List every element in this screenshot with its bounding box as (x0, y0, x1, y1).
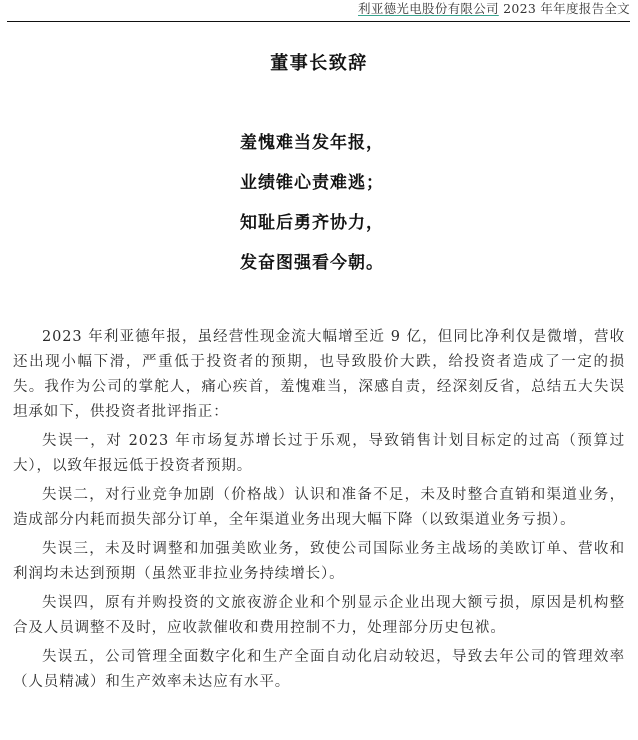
mistake-paragraph-2: 失误二，对行业竞争加剧（价格战）认识和准备不足，未及时整合直销和渠道业务，造成部分内耗而损失部分订单，全年渠道业务出现大幅下降（以致渠道业务亏损）。 (13, 487, 625, 528)
mistake-paragraph-3: 失误三，未及时调整和加强美欧业务，致使公司国际业务主战场的美欧订单、营收和利润均未达到预期（虽然亚非拉业务持续增长）。 (13, 541, 625, 582)
poem-line: 羞愧难当发年报， (240, 133, 384, 153)
intro-paragraph: 2023 年利亚德年报，虽经营性现金流大幅增至近 9 亿，但同比净利仅是微增，营收还出现小幅下滑，严重低于投资者的预期，也导致股价大跌，给投资者造成了一定的损失。我作为公司的掌舵人，痛心疾首，羞愧难当，深感自责，经深刻反省，总结五大失误坦承如下，供投资者批评指正： (13, 329, 625, 420)
mistake-paragraph-1: 失误一，对 2023 年市场复苏增长过于乐观，导致销售计划目标定的过高（预算过大），以致年报远低于投资者预期。 (13, 433, 625, 474)
page-header (7, 0, 630, 22)
mistake-paragraph-5: 失误五，公司管理全面数字化和生产全面自动化启动较迟，导致去年公司的管理效率（人员精减）和生产效率未达应有水平。 (13, 649, 625, 690)
letter-body (13, 325, 625, 699)
poem-line: 知耻后勇齐协力， (240, 213, 384, 233)
mistake-paragraph-4: 失误四，原有并购投资的文旅夜游企业和个别显示企业出现大额亏损，原因是机构整合及人员调整不及时，应收款催收和费用控制不力，处理部分历史包袱。 (13, 595, 625, 636)
company-name: 利亚德光电股份有限公司 (358, 1, 499, 16)
page-title: 董事长致辞 (270, 53, 368, 74)
poem (240, 133, 384, 293)
report-title: 2023 年年度报告全文 (498, 1, 630, 16)
poem-line: 发奋图强看今朝。 (240, 253, 384, 273)
poem-line: 业绩锥心责难逃； (240, 173, 384, 193)
